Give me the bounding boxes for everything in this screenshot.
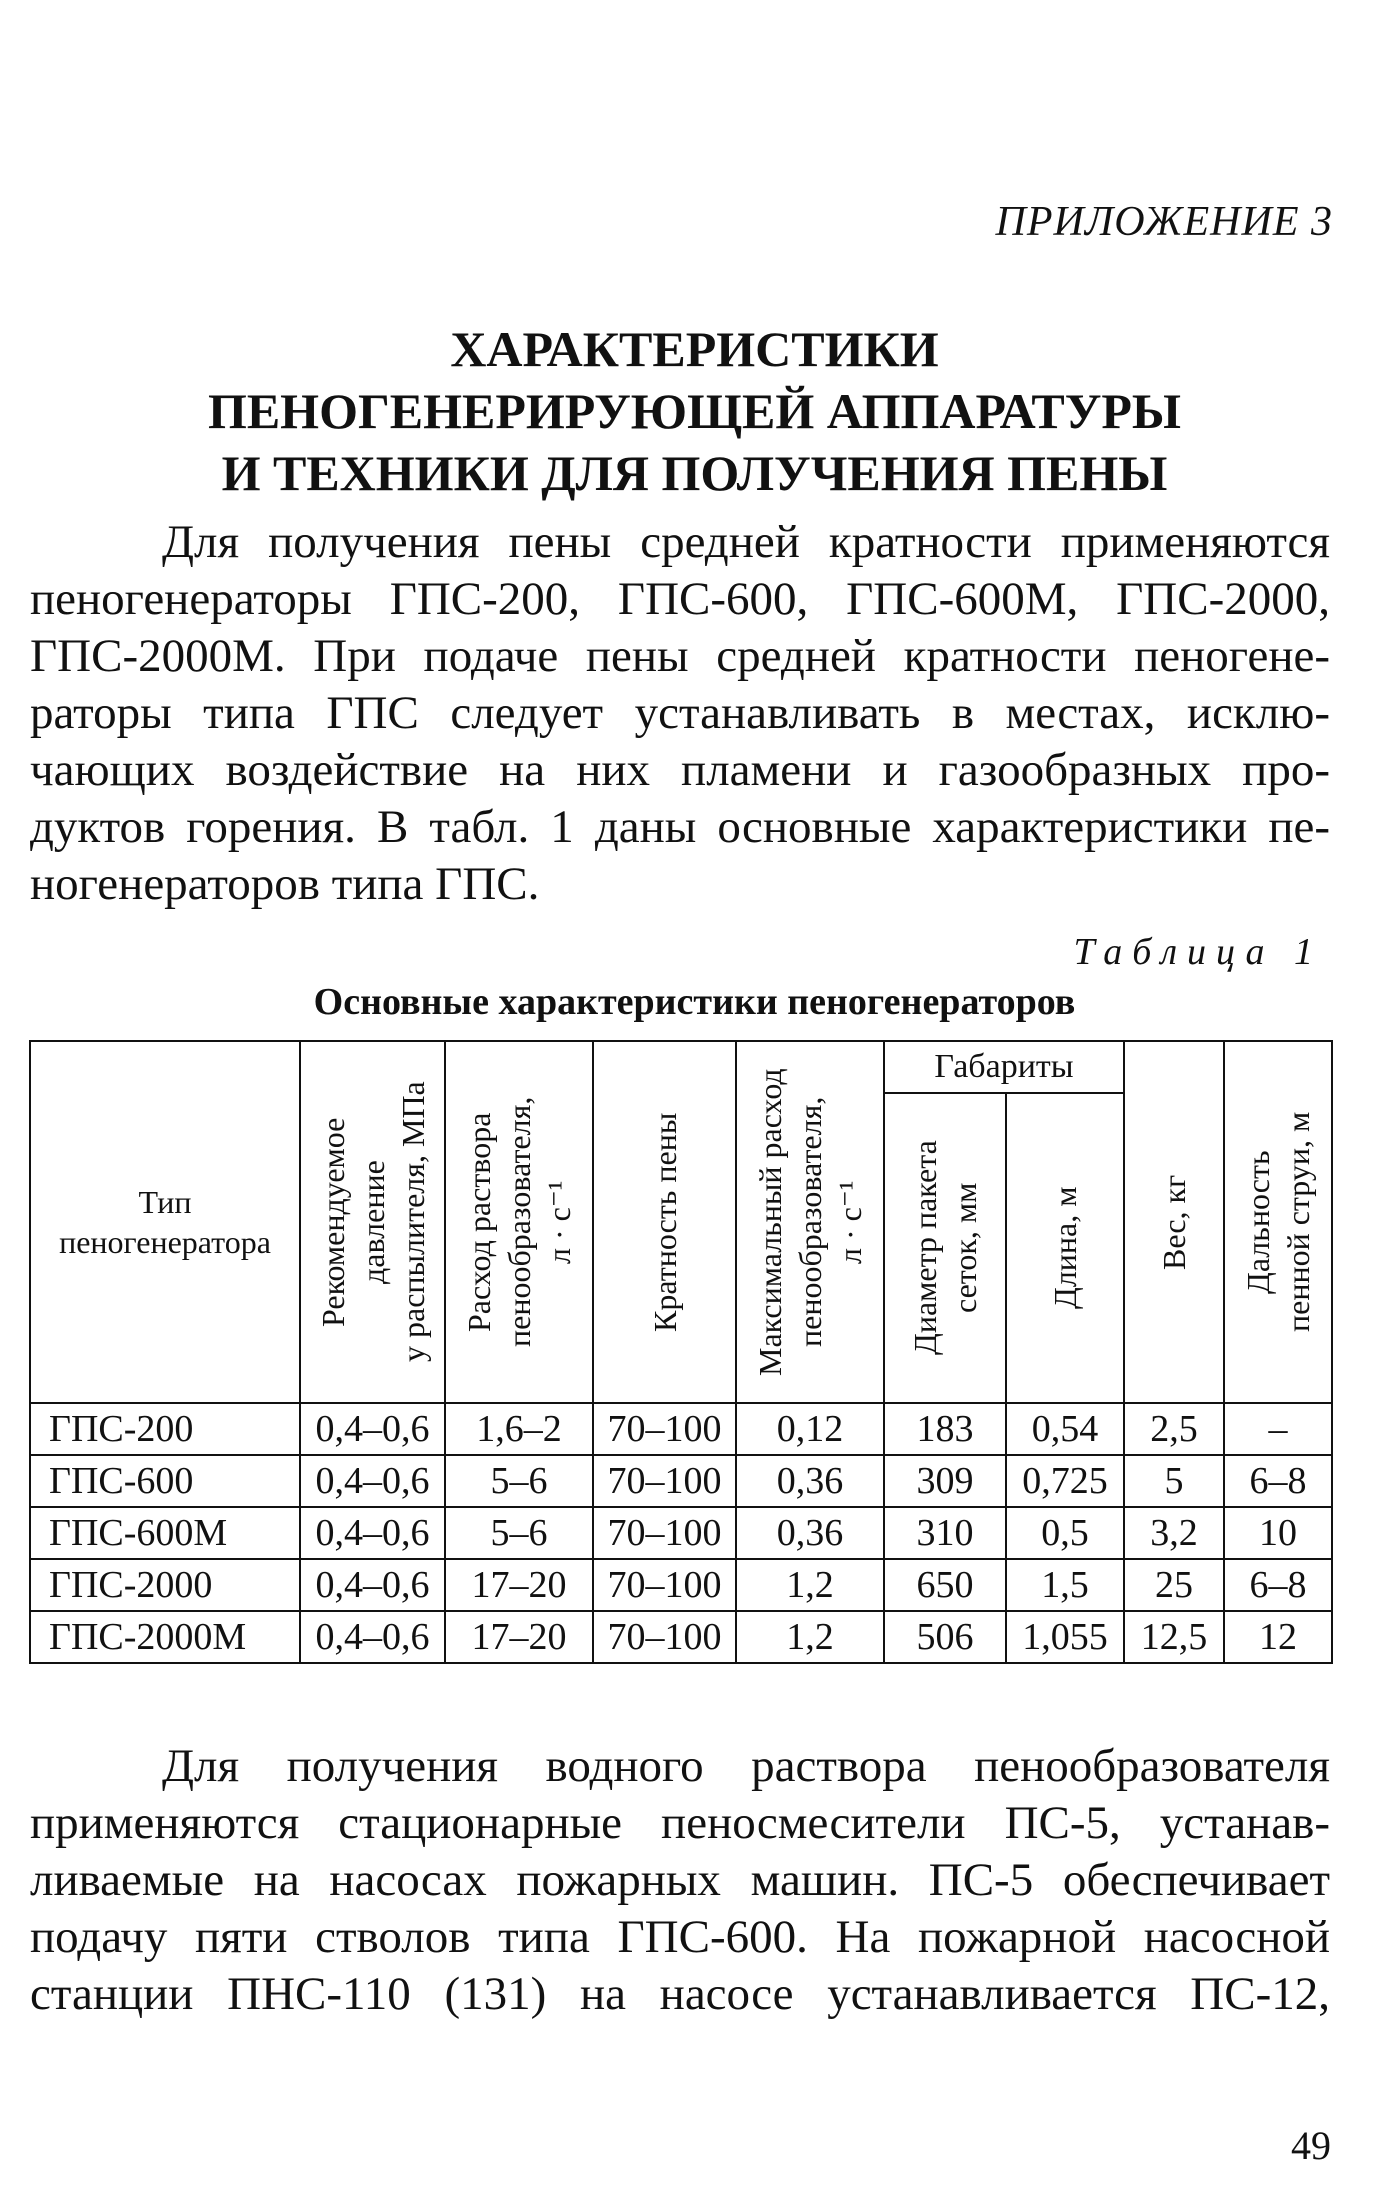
cell-flow: 17–20 [445, 1559, 593, 1611]
page-title [0, 318, 1389, 504]
title-line: И ТЕХНИКИ ДЛЯ ПОЛУЧЕНИЯ ПЕНЫ [221, 445, 1168, 501]
cell-weight: 5 [1124, 1455, 1224, 1507]
cell-range: – [1224, 1403, 1332, 1455]
cell-max-flow: 0,36 [736, 1507, 884, 1559]
header-range: Дальность пенной струи, м [1224, 1041, 1332, 1403]
cell-weight: 12,5 [1124, 1611, 1224, 1663]
header-type: Тип пеногенератора [30, 1041, 300, 1403]
cell-type: ГПС-600 [30, 1455, 300, 1507]
cell-expansion: 70–100 [593, 1507, 736, 1559]
cell-range: 6–8 [1224, 1559, 1332, 1611]
cell-max-flow: 0,36 [736, 1455, 884, 1507]
cell-weight: 2,5 [1124, 1403, 1224, 1455]
cell-weight: 25 [1124, 1559, 1224, 1611]
cell-flow: 5–6 [445, 1507, 593, 1559]
cell-flow: 1,6–2 [445, 1403, 593, 1455]
cell-diameter: 506 [884, 1611, 1006, 1663]
table-caption: Основные характеристики пеногенераторов [313, 981, 1076, 1023]
cell-range: 10 [1224, 1507, 1332, 1559]
cell-type: ГПС-600М [30, 1507, 300, 1559]
cell-type: ГПС-2000М [30, 1611, 300, 1663]
appendix-label: ПРИЛОЖЕНИЕ 3 [995, 199, 1333, 245]
paragraph-line: раторы типа ГПС следует устанавливать в местах, исклю- [30, 687, 1330, 739]
cell-expansion: 70–100 [593, 1403, 736, 1455]
cell-range: 12 [1224, 1611, 1332, 1663]
cell-max-flow: 0,12 [736, 1403, 884, 1455]
cell-pressure: 0,4–0,6 [300, 1455, 445, 1507]
cell-flow: 17–20 [445, 1611, 593, 1663]
table-row [30, 1455, 1332, 1507]
cell-pressure: 0,4–0,6 [300, 1403, 445, 1455]
paragraph-line: дуктов горения. В табл. 1 даны основные характеристики пе- [30, 801, 1330, 853]
paragraph-line: пеногенераторы ГПС-200, ГПС-600, ГПС-600М, ГПС-2000, [30, 573, 1330, 625]
cell-range: 6–8 [1224, 1455, 1332, 1507]
paragraph-line: подачу пяти стволов типа ГПС-600. На пожарной насосной [30, 1911, 1330, 1963]
paragraph-line: ливаемые на насосах пожарных машин. ПС-5 обеспечивает [30, 1854, 1330, 1906]
paragraph-line: Для получения водного раствора пенообразователя [162, 1740, 1330, 1792]
header-max-flow: Максимальный расход пенообразователя, л · с⁻¹ [736, 1041, 884, 1403]
cell-flow: 5–6 [445, 1455, 593, 1507]
header-length: Длина, м [1006, 1093, 1124, 1403]
table-row [30, 1559, 1332, 1611]
header-pressure: Рекомендуемое давление у распылителя, МПа [300, 1041, 445, 1403]
cell-pressure: 0,4–0,6 [300, 1611, 445, 1663]
cell-length: 1,055 [1006, 1611, 1124, 1663]
cell-diameter: 309 [884, 1455, 1006, 1507]
cell-max-flow: 1,2 [736, 1611, 884, 1663]
cell-type: ГПС-200 [30, 1403, 300, 1455]
cell-max-flow: 1,2 [736, 1559, 884, 1611]
table-number: Таблица 1 [1073, 931, 1323, 973]
cell-weight: 3,2 [1124, 1507, 1224, 1559]
cell-diameter: 650 [884, 1559, 1006, 1611]
cell-diameter: 183 [884, 1403, 1006, 1455]
title-line: ПЕНОГЕНЕРИРУЮЩЕЙ АППАРАТУРЫ [207, 383, 1182, 439]
cell-type: ГПС-2000 [30, 1559, 300, 1611]
paragraph-line: ГПС-2000М. При подаче пены средней кратности пеногене- [30, 630, 1330, 682]
title-line: ХАРАКТЕРИСТИКИ [450, 321, 939, 377]
paragraph-line: чающих воздействие на них пламени и газообразных про- [30, 744, 1330, 796]
header-weight: Вес, кг [1124, 1041, 1224, 1403]
cell-pressure: 0,4–0,6 [300, 1507, 445, 1559]
table-row [30, 1611, 1332, 1663]
cell-diameter: 310 [884, 1507, 1006, 1559]
cell-length: 1,5 [1006, 1559, 1124, 1611]
header-diameter: Диаметр пакета сеток, мм [884, 1093, 1006, 1403]
cell-expansion: 70–100 [593, 1455, 736, 1507]
table-row [30, 1403, 1332, 1455]
paragraph-line: ногенераторов типа ГПС. [30, 858, 540, 910]
intro-paragraph [30, 514, 1330, 913]
header-expansion: Кратность пены [593, 1041, 736, 1403]
cell-length: 0,54 [1006, 1403, 1124, 1455]
cell-pressure: 0,4–0,6 [300, 1559, 445, 1611]
cell-expansion: 70–100 [593, 1559, 736, 1611]
cell-expansion: 70–100 [593, 1611, 736, 1663]
paragraph-line: применяются стационарные пеносмесители ПС-5, устанав- [30, 1797, 1330, 1849]
cell-length: 0,5 [1006, 1507, 1124, 1559]
page-number: 49 [1291, 2123, 1331, 2168]
paragraph-line: станции ПНС-110 (131) на насосе устанавливается ПС-12, [30, 1968, 1330, 2020]
cell-length: 0,725 [1006, 1455, 1124, 1507]
closing-paragraph [30, 1738, 1330, 2023]
header-dimensions: Габариты [884, 1041, 1124, 1093]
paragraph-line: Для получения пены средней кратности применяются [162, 516, 1330, 568]
foam-generator-table [29, 1040, 1333, 1664]
header-flow: Расход раствора пенообразователя, л · с⁻¹ [445, 1041, 593, 1403]
table-row [30, 1507, 1332, 1559]
